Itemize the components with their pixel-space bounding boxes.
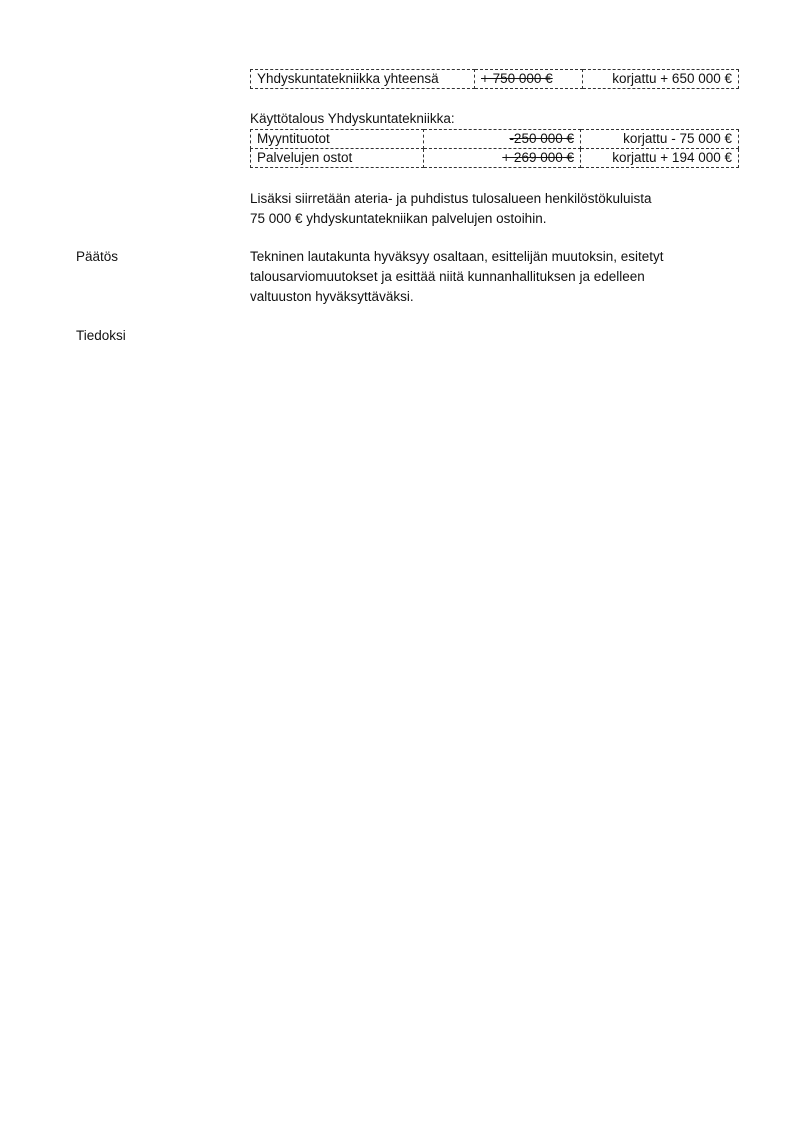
decision-text <box>250 247 663 307</box>
row-corrected-value: korjattu - 75 000 € <box>581 130 739 149</box>
decision-line: talousarviomuutokset ja esittää niitä kunnanhallituksen ja edelleen <box>250 269 645 284</box>
total-corrected-value: korjattu + 650 000 € <box>583 70 739 89</box>
decision-line: Tekninen lautakunta hyväksyy osaltaan, esittelijän muutoksin, esitetyt <box>250 249 664 264</box>
row-original-value: + 269 000 € <box>424 149 581 168</box>
row-label: Palvelujen ostot <box>251 149 424 168</box>
total-table <box>250 69 739 89</box>
total-label: Yhdyskuntatekniikka yhteensä <box>251 70 475 89</box>
transfer-note <box>250 189 651 229</box>
decision-label: Päätös <box>76 249 119 264</box>
total-original-value: + 750 000 € <box>475 70 583 89</box>
transfer-note-line: Lisäksi siirretään ateria- ja puhdistus tulosalueen henkilöstökuluista <box>250 191 652 206</box>
info-label: Tiedoksi <box>76 328 126 343</box>
decision-line: valtuuston hyväksyttäväksi. <box>250 289 414 304</box>
row-label: Myyntituotot <box>251 130 424 149</box>
transfer-note-line: 75 000 € yhdyskuntatekniikan palvelujen ostoihin. <box>250 211 547 226</box>
table-row <box>251 149 739 168</box>
row-original-value: -250 000 € <box>424 130 581 149</box>
operating-heading: Käyttötalous Yhdyskuntatekniikka: <box>250 111 455 126</box>
table-row <box>251 130 739 149</box>
operating-table <box>250 129 739 168</box>
row-corrected-value: korjattu + 194 000 € <box>581 149 739 168</box>
table-row <box>251 70 739 89</box>
